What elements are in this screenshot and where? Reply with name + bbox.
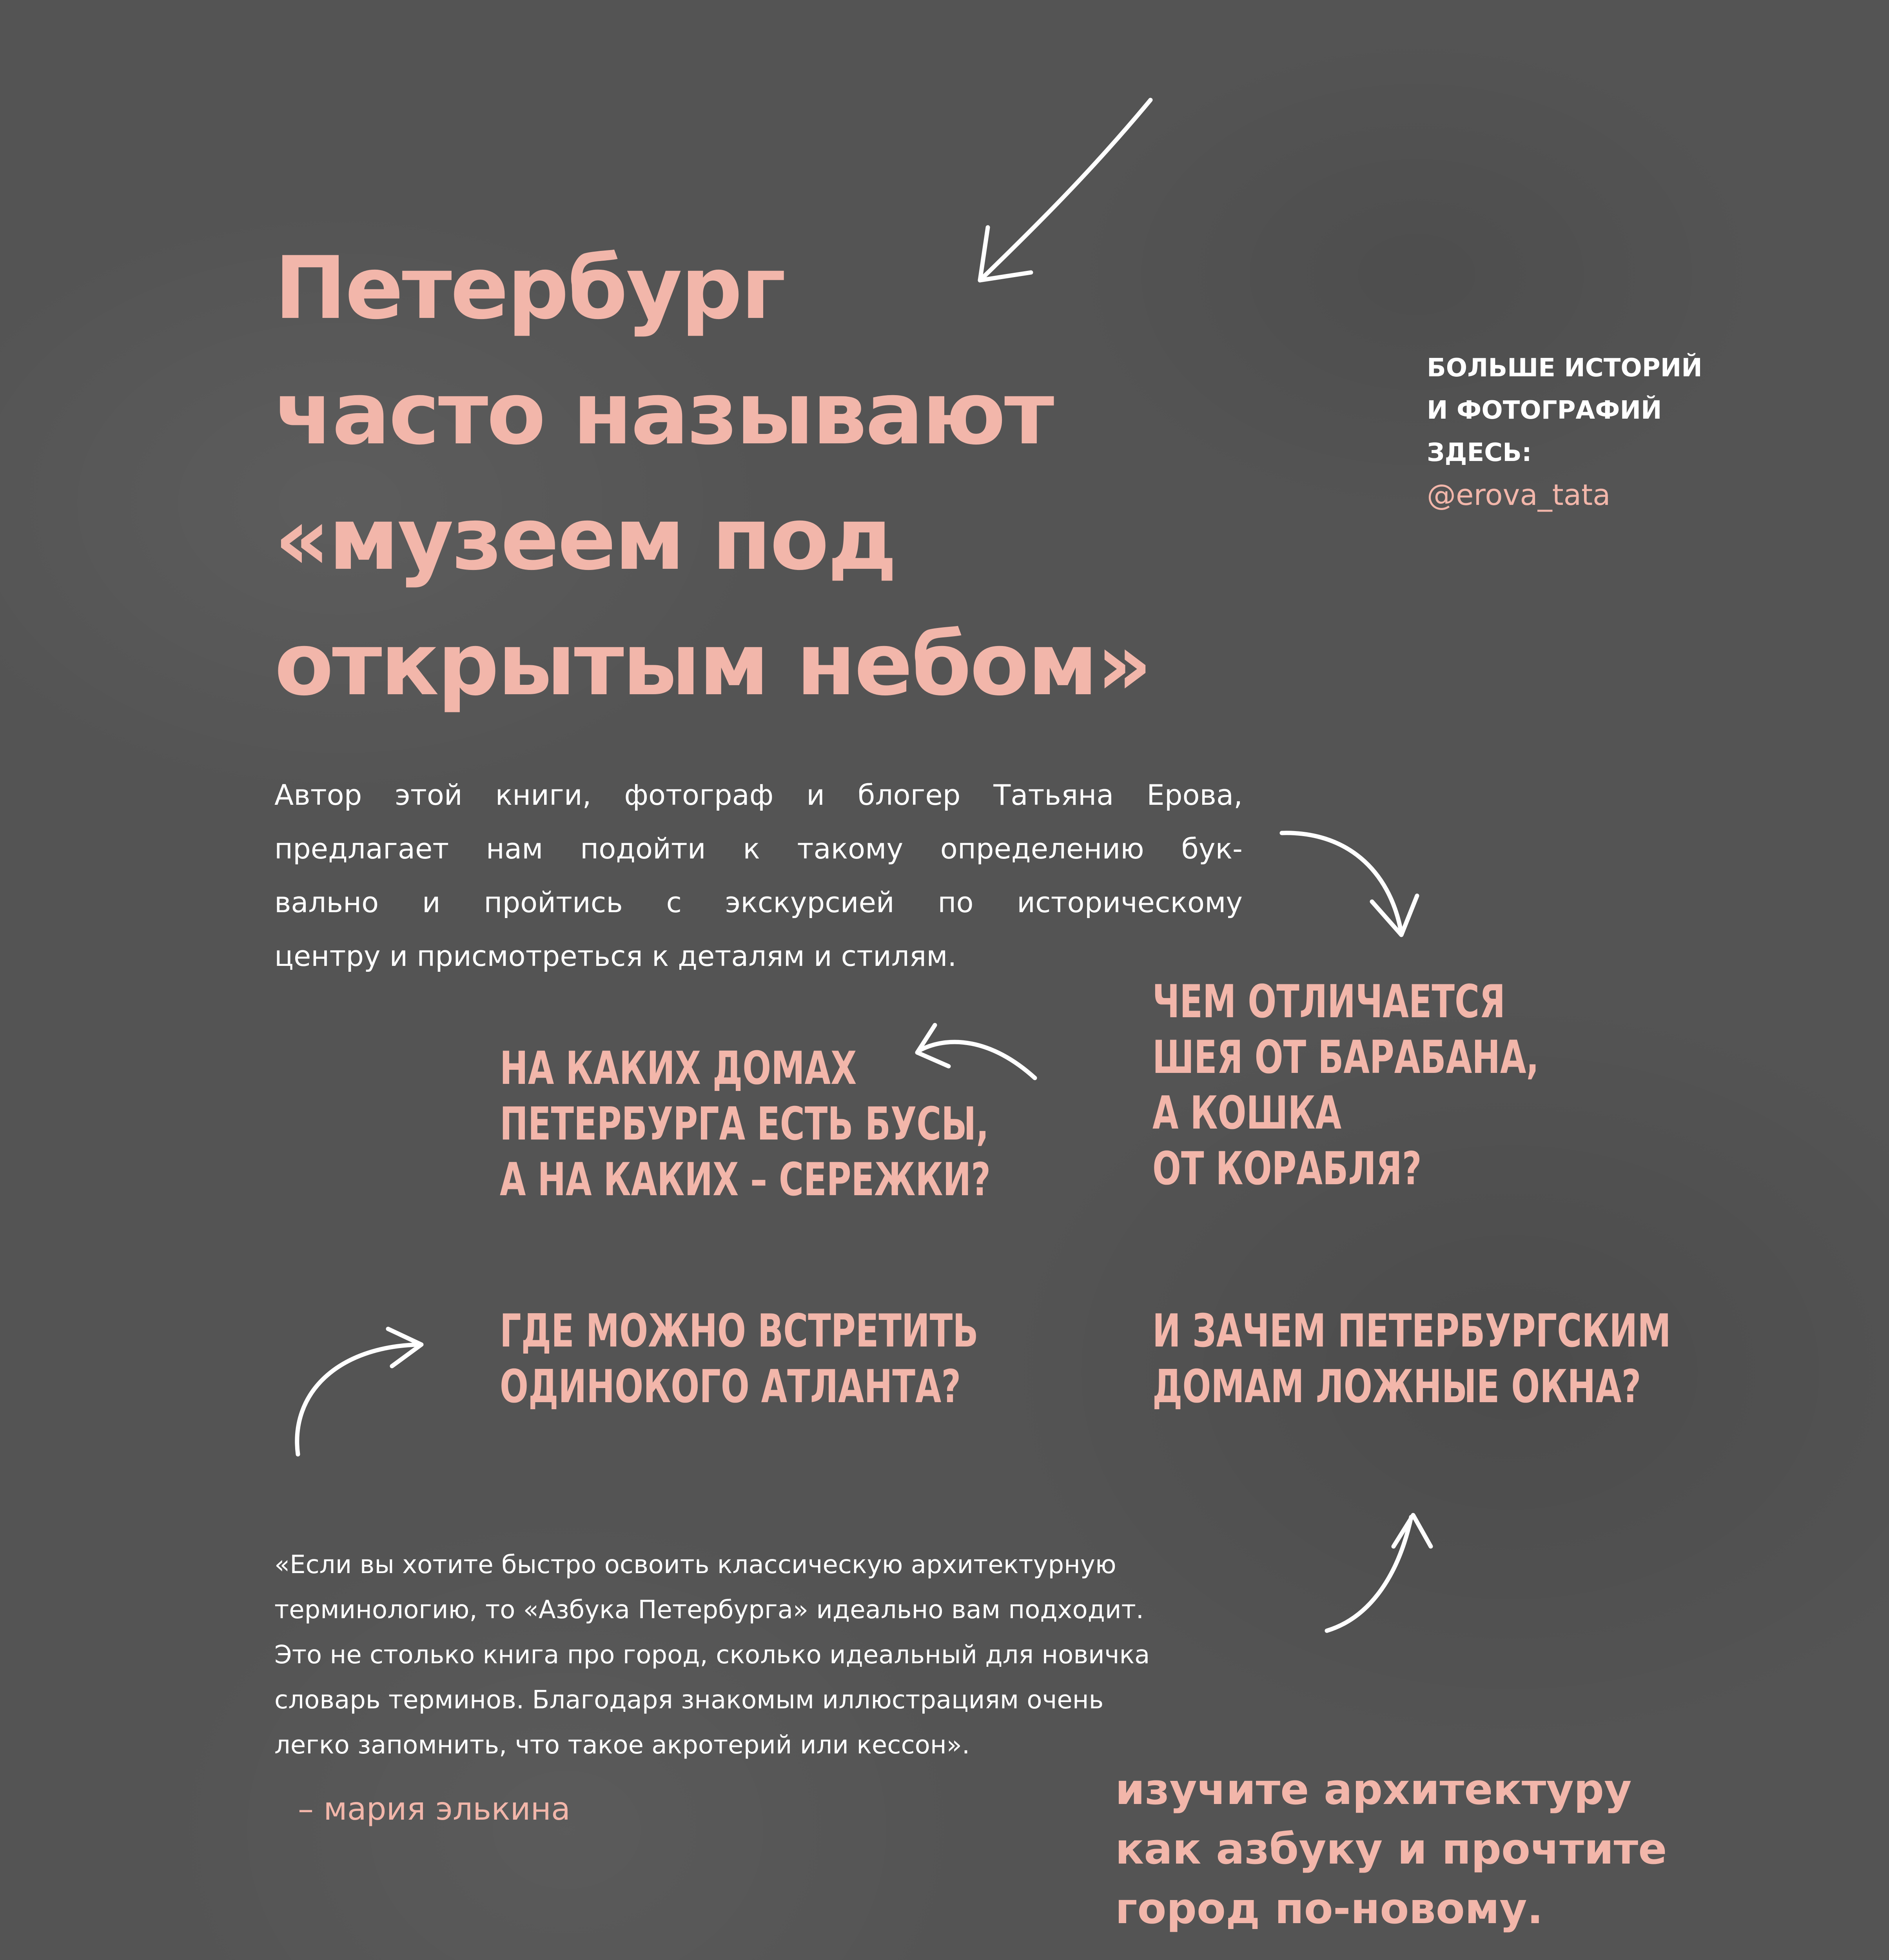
- tagline: [1115, 1760, 1667, 1939]
- question-line: А НА КАКИХ – СЕРЕЖКИ?: [500, 1153, 991, 1206]
- headline-line: Петербург: [274, 238, 784, 338]
- question-line: ОТ КОРАБЛЯ?: [1152, 1142, 1422, 1195]
- intro-paragraph: [274, 768, 1243, 983]
- question-line: ГДЕ МОЖНО ВСТРЕТИТЬ: [500, 1305, 978, 1357]
- question-atlas: [500, 1303, 978, 1415]
- more-stories-block: [1427, 347, 1702, 516]
- question-line: ПЕТЕРБУРГА ЕСТЬ БУСЫ,: [500, 1098, 989, 1151]
- question-line: И ЗАЧЕМ ПЕТЕРБУРГСКИМ: [1152, 1305, 1671, 1357]
- more-stories-line: ЗДЕСЬ:: [1427, 438, 1532, 467]
- question-neck-drum: [1152, 974, 1539, 1197]
- intro-line: Автор этой книги, фотограф и блогер Татьяна Ерова,: [274, 779, 1243, 811]
- question-line: А КОШКА: [1152, 1087, 1342, 1140]
- question-line: НА КАКИХ ДОМАХ: [500, 1042, 857, 1095]
- review-quote: [274, 1543, 1150, 1768]
- quote-line: легко запомнить, что такое акротерий или кессон».: [274, 1731, 970, 1760]
- instagram-handle: @erova_tata: [1427, 478, 1611, 512]
- headline: [274, 225, 1150, 727]
- question-line: ШЕЯ ОТ БАРАБАНА,: [1152, 1031, 1539, 1084]
- headline-line: «музеем под: [274, 489, 896, 589]
- intro-line: вально и пройтись с экскурсией по историческому: [274, 886, 1243, 919]
- intro-line: предлагает нам подойти к такому определению бук-: [274, 832, 1243, 865]
- quote-author: – мария элькина: [298, 1791, 570, 1827]
- question-line: ЧЕМ ОТЛИЧАЕТСЯ: [1152, 975, 1506, 1028]
- tagline-line: изучите архитектуру: [1115, 1765, 1632, 1814]
- more-stories-line: БОЛЬШЕ ИСТОРИЙ: [1427, 354, 1702, 383]
- quote-line: словарь терминов. Благодаря знакомым иллюстрациям очень: [274, 1686, 1104, 1715]
- question-beads-earrings: [500, 1041, 991, 1208]
- intro-line: центру и присмотреться к деталям и стилям.: [274, 940, 957, 973]
- quote-line: Это не столько книга про город, сколько идеальный для новичка: [274, 1641, 1150, 1670]
- headline-line: часто называют: [274, 363, 1053, 464]
- quote-line: «Если вы хотите быстро освоить классическую архитектурную: [274, 1550, 1116, 1579]
- tagline-line: как азбуку и прочтите: [1115, 1825, 1667, 1874]
- more-stories-line: И ФОТОГРАФИЙ: [1427, 396, 1662, 425]
- question-false-windows: [1152, 1303, 1671, 1415]
- tagline-line: город по-новому.: [1115, 1884, 1543, 1933]
- question-line: ОДИНОКОГО АТЛАНТА?: [500, 1360, 961, 1413]
- quote-line: терминологию, то «Азбука Петербурга» идеально вам подходит.: [274, 1595, 1144, 1624]
- question-line: ДОМАМ ЛОЖНЫЕ ОКНА?: [1152, 1360, 1641, 1413]
- headline-line: открытым небом»: [274, 614, 1151, 715]
